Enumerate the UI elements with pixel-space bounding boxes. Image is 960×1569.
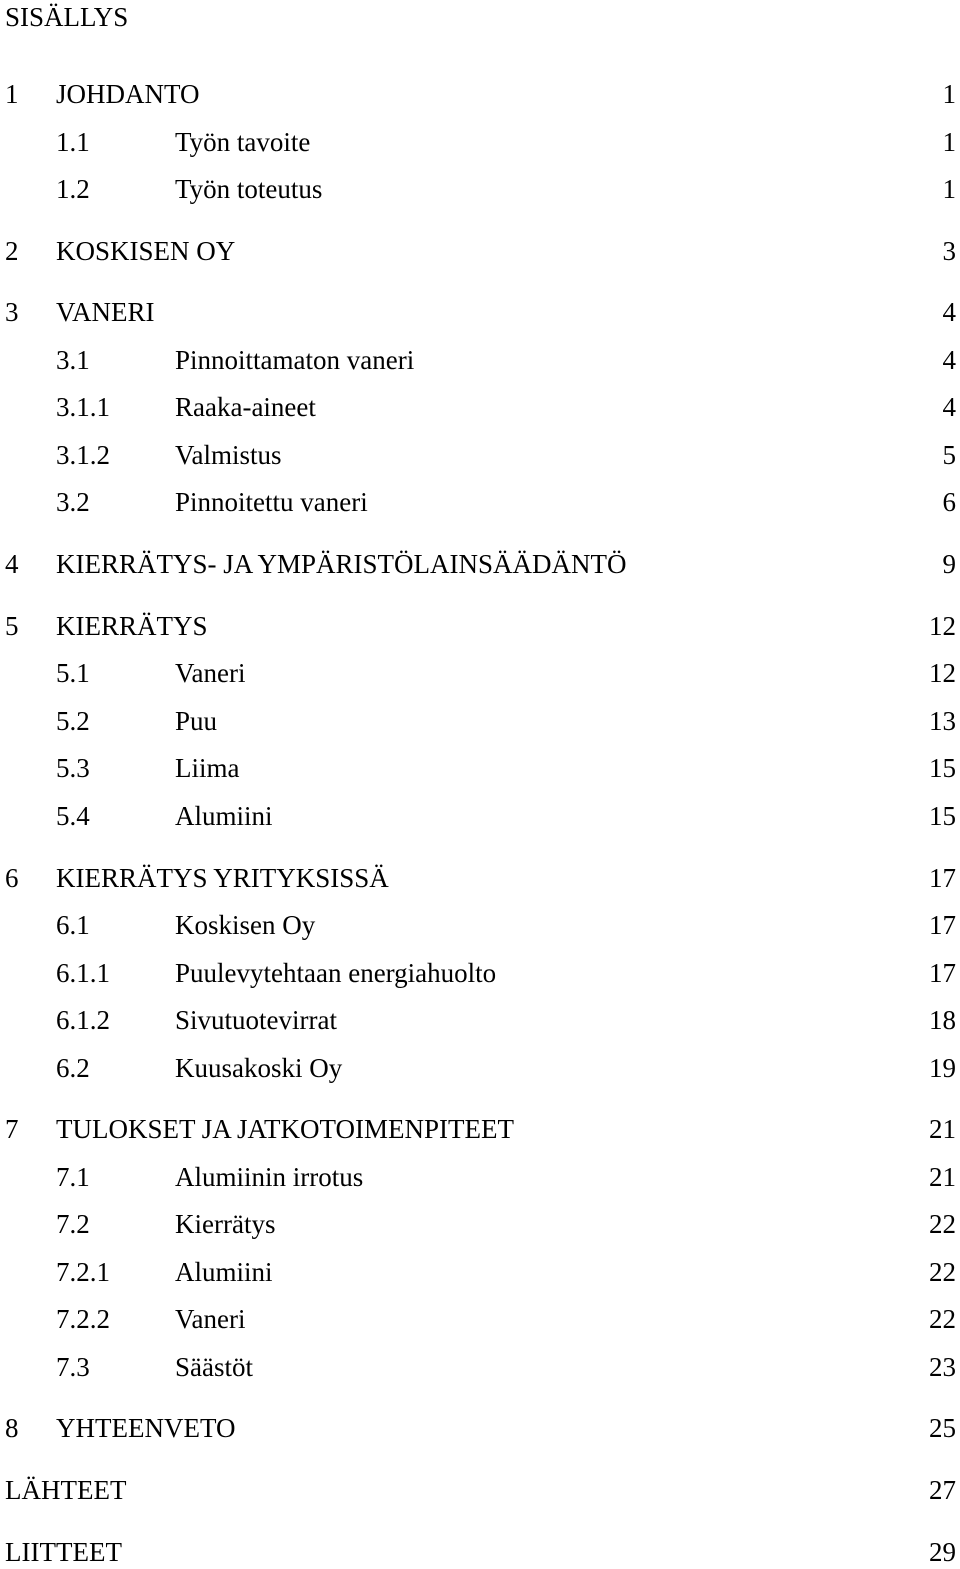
toc-entry[interactable] (0, 1112, 960, 1146)
toc-entry-title: KIERRÄTYS YRITYKSISSÄ (56, 863, 389, 893)
toc-entry-title: Alumiini (175, 1257, 273, 1287)
toc-entry-number: 6.1.1 (56, 958, 110, 988)
toc-entry-title: Työn toteutus (175, 174, 323, 204)
toc-entry-title: Pinnoittamaton vaneri (175, 345, 415, 375)
toc-entry[interactable] (0, 1255, 960, 1289)
toc-entry-number: 7.2.2 (56, 1304, 110, 1334)
toc-entry-number: 2 (5, 236, 19, 266)
toc-entry-title: Pinnoitettu vaneri (175, 487, 368, 517)
toc-entry[interactable] (0, 77, 960, 111)
toc-entry[interactable] (0, 1207, 960, 1241)
toc-entry-page-number: 18 (929, 1005, 956, 1035)
toc-entry-page-number: 29 (929, 1537, 956, 1567)
toc-entry-title: KIERRÄTYS (56, 611, 208, 641)
toc-entry[interactable] (0, 390, 960, 424)
toc-entry-page-number: 19 (929, 1053, 956, 1083)
toc-entry-page-number: 23 (929, 1352, 956, 1382)
toc-entry-page-number: 25 (929, 1413, 956, 1443)
toc-entry-title: Liima (175, 753, 240, 783)
toc-entry-page-number: 5 (942, 440, 956, 470)
toc-entry-page-number: 4 (942, 392, 956, 422)
toc-entry-number: 3.1 (56, 345, 90, 375)
toc-entry-page-number: 22 (929, 1304, 956, 1334)
toc-entry-page-number: 27 (929, 1475, 956, 1505)
toc-entry-number: 7.2.1 (56, 1257, 110, 1287)
toc-entry-number: 5.3 (56, 753, 90, 783)
toc-entry-page-number: 9 (942, 549, 956, 579)
toc-entry-number: 3 (5, 297, 19, 327)
toc-entry-title: Alumiini (175, 801, 273, 831)
toc-entry[interactable] (0, 609, 960, 643)
toc-entry-page-number: 15 (929, 801, 956, 831)
toc-entry-title: Työn tavoite (175, 127, 311, 157)
toc-entry-number: 6.2 (56, 1053, 90, 1083)
toc-entry[interactable] (0, 704, 960, 738)
toc-entry-number: 3.1.1 (56, 392, 110, 422)
toc-entry-title: Vaneri (175, 658, 246, 688)
toc-entry-number: 1 (5, 79, 19, 109)
toc-entry-number: 3.1.2 (56, 440, 110, 470)
toc-entry-title: YHTEENVETO (56, 1413, 236, 1443)
toc-entry-page-number: 21 (929, 1162, 956, 1192)
toc-entry-title: Koskisen Oy (175, 910, 316, 940)
toc-entry[interactable] (0, 1473, 960, 1507)
toc-entry[interactable] (0, 799, 960, 833)
toc-entry-number: 7.3 (56, 1352, 90, 1382)
toc-entry[interactable] (0, 656, 960, 690)
toc-entry-number: 7 (5, 1114, 19, 1144)
toc-entry[interactable] (0, 1411, 960, 1445)
toc-entry-number: 6.1.2 (56, 1005, 110, 1035)
toc-entry-page-number: 3 (942, 236, 956, 266)
toc-entry-title: Kierrätys (175, 1209, 276, 1239)
toc-entry-page-number: 4 (942, 297, 956, 327)
toc-entry[interactable] (0, 1350, 960, 1384)
toc-entry-number: 4 (5, 549, 19, 579)
toc-entry-number: 6 (5, 863, 19, 893)
toc-entry-page-number: 1 (942, 174, 956, 204)
toc-entry[interactable] (0, 908, 960, 942)
toc-entry-number: 5.4 (56, 801, 90, 831)
toc-entry[interactable] (0, 438, 960, 472)
toc-entry-title: VANERI (56, 297, 155, 327)
toc-entry-number: 7.1 (56, 1162, 90, 1192)
toc-entry-number: 5.1 (56, 658, 90, 688)
toc-entry-title: Raaka-aineet (175, 392, 316, 422)
toc-entry[interactable] (0, 343, 960, 377)
toc-entry-title: Puulevytehtaan energiahuolto (175, 958, 497, 988)
toc-entry-page-number: 21 (929, 1114, 956, 1144)
toc-entry-page-number: 17 (929, 958, 956, 988)
toc-entry-number: 6.1 (56, 910, 90, 940)
toc-entry-page-number: 12 (929, 658, 956, 688)
toc-entry-title: LIITTEET (5, 1537, 122, 1567)
toc-entry[interactable] (0, 1302, 960, 1336)
toc-entry-page-number: 17 (929, 863, 956, 893)
toc-entry[interactable] (0, 1003, 960, 1037)
toc-entry[interactable] (0, 861, 960, 895)
toc-entry-title: Puu (175, 706, 218, 736)
toc-entry-page-number: 12 (929, 611, 956, 641)
toc-entry-page-number: 22 (929, 1257, 956, 1287)
toc-entry-number: 7.2 (56, 1209, 90, 1239)
toc-entry[interactable] (0, 1160, 960, 1194)
toc-entry-number: 8 (5, 1413, 19, 1443)
toc-entry-title: Alumiinin irrotus (175, 1162, 364, 1192)
toc-entry[interactable] (0, 295, 960, 329)
toc-entry-title: Säästöt (175, 1352, 253, 1382)
toc-entry-number: 1.2 (56, 174, 90, 204)
toc-entry-page-number: 4 (942, 345, 956, 375)
toc-entry[interactable] (0, 751, 960, 785)
toc-entry[interactable] (0, 1051, 960, 1085)
toc-entry-number: 5.2 (56, 706, 90, 736)
toc-heading: SISÄLLYS (5, 2, 129, 32)
toc-entry[interactable] (0, 485, 960, 519)
toc-entry-title: JOHDANTO (56, 79, 200, 109)
toc-entry-number: 3.2 (56, 487, 90, 517)
toc-entry-title: Sivutuotevirrat (175, 1005, 337, 1035)
toc-entry-title: Valmistus (175, 440, 282, 470)
toc-entry-title: TULOKSET JA JATKOTOIMENPITEET (56, 1114, 514, 1144)
toc-entry-page-number: 6 (942, 487, 956, 517)
toc-entry-title: KOSKISEN OY (56, 236, 236, 266)
toc-entry[interactable] (0, 125, 960, 159)
toc-entry-page-number: 13 (929, 706, 956, 736)
toc-entry-number: 5 (5, 611, 19, 641)
toc-entry-page-number: 22 (929, 1209, 956, 1239)
toc-entry-title: LÄHTEET (5, 1475, 127, 1505)
toc-entry-page-number: 17 (929, 910, 956, 940)
toc-entry[interactable] (0, 172, 960, 206)
toc-entry-page-number: 1 (942, 79, 956, 109)
toc-entry-page-number: 15 (929, 753, 956, 783)
toc-entry[interactable] (0, 547, 960, 581)
toc-entry[interactable] (0, 234, 960, 268)
toc-entry-title: Vaneri (175, 1304, 246, 1334)
toc-entry-title: KIERRÄTYS- JA YMPÄRISTÖLAINSÄÄDÄNTÖ (56, 549, 627, 579)
toc-entry[interactable] (0, 956, 960, 990)
toc-entry[interactable] (0, 1535, 960, 1569)
toc-entry-title: Kuusakoski Oy (175, 1053, 343, 1083)
toc-entry-page-number: 1 (942, 127, 956, 157)
toc-entry-number: 1.1 (56, 127, 90, 157)
